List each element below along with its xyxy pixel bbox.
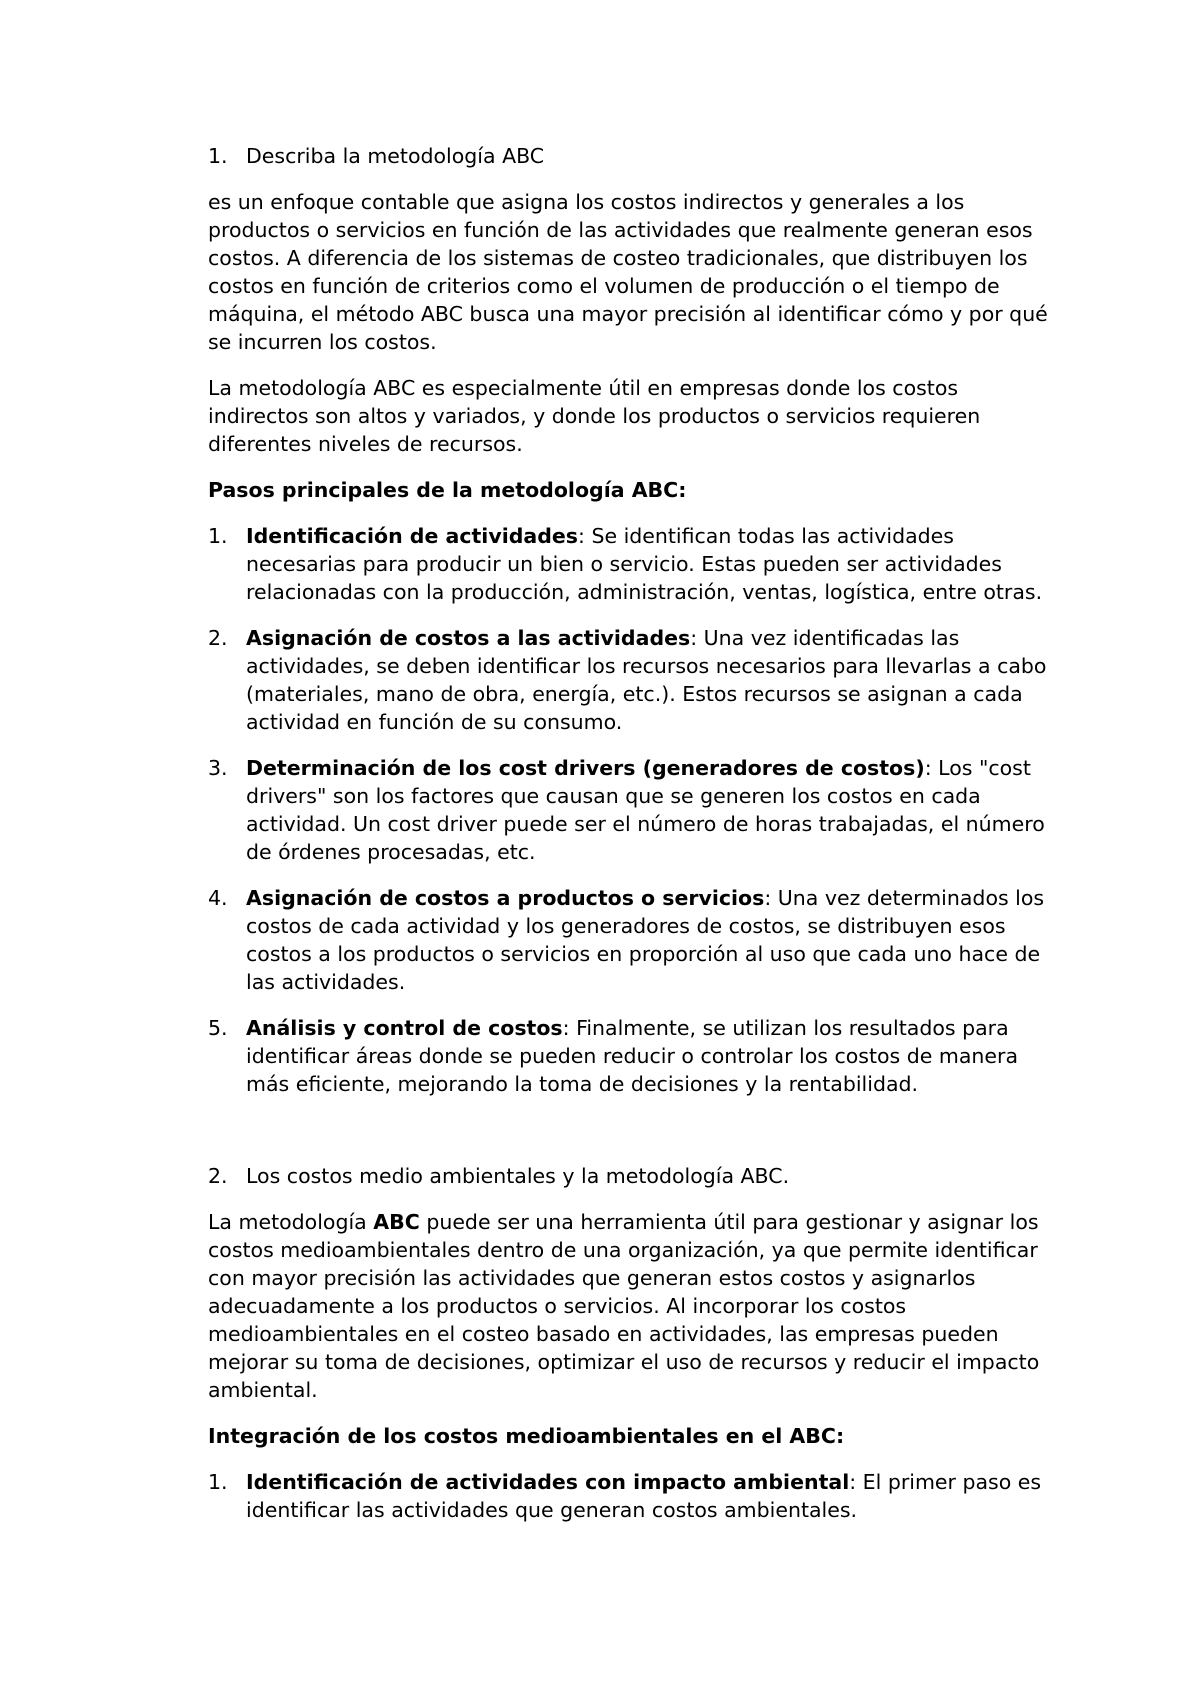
section-2-paragraph-rest: puede ser una herramienta útil para gestionar y asignar los costos medioambientales dentro de una organización, ya que permite identificar con mayor precisión las actividades que generan estos costos y asignarlos adecuadamente a los productos o servicios. Al incorporar los costos medioambientales en el costeo basado en actividades, las empresas pueden mejorar su toma de decisiones, optimizar el uso de recursos y reducir el impacto ambiental.	[208, 1210, 1040, 1402]
list-item	[208, 1468, 1048, 1524]
list-item	[208, 754, 1048, 866]
section-1-title: Describa la metodología ABC	[246, 144, 545, 168]
list-item-body	[246, 1468, 1048, 1524]
list-item-title: Identificación de actividades con impacto ambiental	[246, 1470, 850, 1494]
document-content	[208, 142, 1048, 1524]
list-item-title: Asignación de costos a productos o servicios	[246, 886, 765, 910]
list-item-body	[246, 522, 1048, 606]
steps-title-text: Pasos principales de la metodología ABC:	[208, 478, 687, 502]
list-item-number: 3.	[208, 756, 228, 780]
list-item-number: 1.	[208, 1470, 228, 1494]
list-item-number: 4.	[208, 886, 228, 910]
list-item-title: Determinación de los cost drivers (generadores de costos)	[246, 756, 925, 780]
list-item	[208, 522, 1048, 606]
list-item-number: 5.	[208, 1016, 228, 1040]
list-item-text: : Una vez determinados los costos de cada actividad y los generadores de costos, se distribuyen esos costos a los productos o servicios en proporción al uso que cada uno hace de las actividades.	[246, 886, 1045, 994]
list-item-body	[246, 884, 1048, 996]
list-item	[208, 624, 1048, 736]
list-item-number: 2.	[208, 626, 228, 650]
list-item-text: : Una vez identificadas las actividades, se deben identificar los recursos necesarios para llevarlas a cabo (materiales, mano de obra, energía, etc.). Estos recursos se asignan a cada actividad en función de su consumo.	[246, 626, 1047, 734]
integration-title-text: Integración de los costos medioambientales en el ABC:	[208, 1424, 845, 1448]
section-2-title: Los costos medio ambientales y la metodología ABC.	[246, 1164, 790, 1188]
list-item	[208, 1014, 1048, 1098]
list-item-title: Identificación de actividades	[246, 524, 579, 548]
integration-title	[208, 1422, 1048, 1450]
section-1-paragraph-1: es un enfoque contable que asigna los costos indirectos y generales a los productos o servicios en función de las actividades que realmente generan esos costos. A diferencia de los sistemas de costeo tradicionales, que distribuyen los costos en función de criterios como el volumen de producción o el tiempo de máquina, el método ABC busca una mayor precisión al identificar cómo y por qué se incurren los costos.	[208, 190, 1048, 354]
list-item-body	[246, 1014, 1048, 1098]
list-item-number: 1.	[208, 524, 228, 548]
section-2-number: 2.	[208, 1164, 228, 1188]
section-2-heading	[208, 1162, 1048, 1190]
list-item-text: : Se identifican todas las actividades necesarias para producir un bien o servicio. Estas pueden ser actividades relacionadas con la producción, administración, ventas, logística, entre otras.	[246, 524, 1043, 604]
steps-title	[208, 476, 1048, 504]
section-1-paragraph-2: La metodología ABC es especialmente útil en empresas donde los costos indirectos son altos y variados, y donde los productos o servicios requieren diferentes niveles de recursos.	[208, 376, 981, 456]
list-item-body	[246, 624, 1048, 736]
section-1-heading	[208, 142, 1048, 170]
list-item-title: Análisis y control de costos	[246, 1016, 563, 1040]
section-2-paragraph-lead: La metodología	[208, 1210, 374, 1234]
list-item-text: : El primer paso es identificar las actividades que generan costos ambientales.	[246, 1470, 1042, 1522]
list-item-text: : Los "cost drivers" son los factores que causan que se generen los costos en cada actividad. Un cost driver puede ser el número de horas trabajadas, el número de órdenes procesadas, etc.	[246, 756, 1045, 864]
section-2-paragraph	[208, 1208, 1048, 1404]
list-item-title: Asignación de costos a las actividades	[246, 626, 691, 650]
list-item-body	[246, 754, 1048, 866]
list-item	[208, 884, 1048, 996]
list-item-text: : Finalmente, se utilizan los resultados para identificar áreas donde se pueden reducir o controlar los costos de manera más eficiente, mejorando la toma de decisiones y la rentabilidad.	[246, 1016, 1019, 1096]
section-1-number: 1.	[208, 144, 228, 168]
section-2-paragraph-bold: ABC	[373, 1210, 420, 1234]
